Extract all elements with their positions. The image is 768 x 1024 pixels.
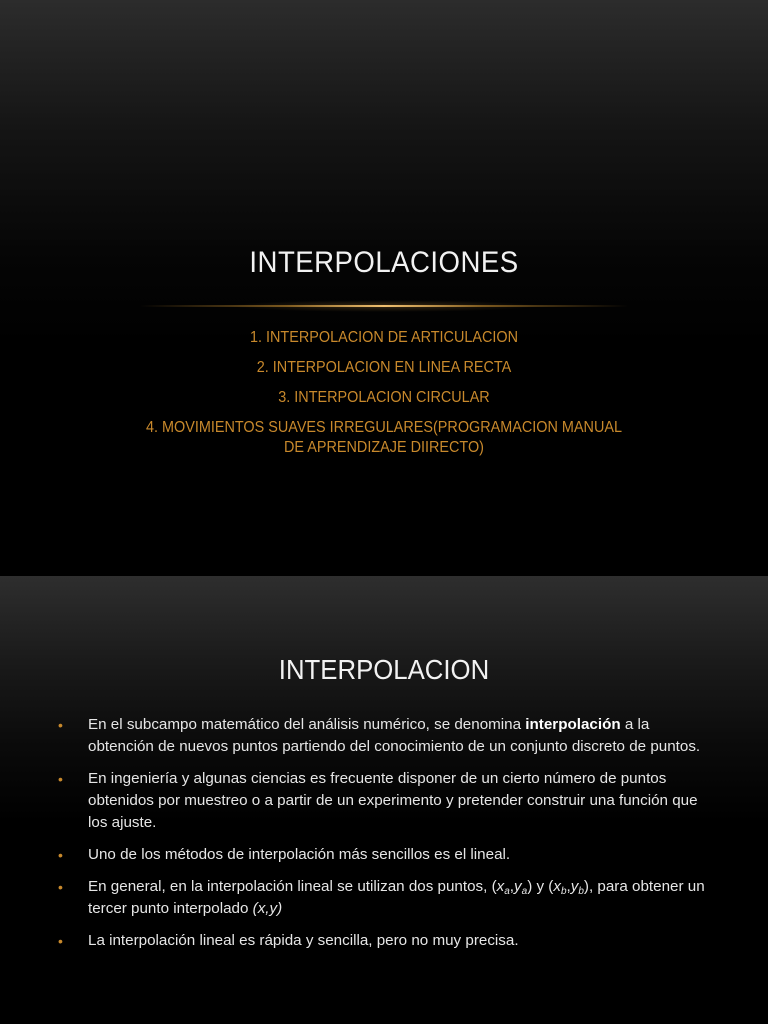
bullet-icon: • (58, 771, 63, 787)
var-x: x (496, 878, 505, 895)
toc-item (111, 418, 658, 458)
table-of-contents (111, 328, 658, 468)
slide-title: INTERPOLACION (278, 654, 490, 685)
bullet-icon: • (58, 847, 63, 863)
list-item (58, 714, 718, 758)
interpolated-point: (x,y) (252, 900, 283, 917)
slide-2 (0, 576, 768, 1024)
slide-title: INTERPOLACIONES (249, 246, 519, 279)
list-item (58, 844, 718, 866)
toc-item-line: DE APRENDIZAJE DIIRECTO) (284, 439, 484, 456)
title-divider (140, 305, 628, 307)
toc-item-line: 4. MOVIMIENTOS SUAVES IRREGULARES(PROGRAMACION MANUAL (145, 419, 623, 436)
bullet-text: Uno de los métodos de interpolación más sencillos es el lineal. (88, 846, 511, 863)
list-item (58, 768, 718, 834)
bullet-text: En ingeniería y algunas ciencias es frecuente disponer de un cierto número de puntos obtenidos por muestreo o a partir de un experimento y pretender construir una función que los ajuste. (88, 770, 698, 831)
bullet-icon: • (58, 879, 63, 895)
bullet-text: y (532, 878, 549, 895)
bold-term: interpolación (525, 716, 621, 733)
paren: ) (527, 878, 533, 895)
subscript-b: b (560, 886, 567, 897)
subscript-a: a (521, 886, 528, 897)
point-b (548, 878, 589, 895)
toc-item: 1. INTERPOLACION DE ARTICULACION (249, 329, 519, 346)
subscript-a: a (504, 886, 510, 897)
bullet-text: En el subcampo matemático del análisis numérico, se denomina (88, 716, 526, 733)
subscript-b: b (578, 886, 584, 897)
var-x: x (553, 878, 561, 895)
comma: , (566, 878, 571, 895)
var-y: y (514, 878, 522, 895)
toc-item: 2. INTERPOLACION EN LINEA RECTA (256, 359, 512, 376)
var-y: y (570, 878, 579, 895)
bullet-list (58, 714, 718, 962)
paren: ( (548, 878, 554, 895)
bullet-text: , para obtener un tercer punto interpolado (88, 878, 705, 917)
paren: ) (583, 878, 589, 895)
point-a (492, 878, 533, 895)
bullet-text: La interpolación lineal es rápida y sencilla, pero no muy precisa. (88, 932, 519, 949)
list-item (58, 876, 718, 920)
toc-item: 3. INTERPOLACION CIRCULAR (278, 389, 490, 406)
paren: ( (491, 878, 497, 895)
list-item (58, 930, 718, 952)
bullet-text: En general, en la interpolación lineal se utilizan dos puntos, (88, 878, 492, 895)
bullet-icon: • (58, 717, 63, 733)
bullet-text: a la obtención de nuevos puntos partiendo del conocimiento de un conjunto discreto de puntos. (88, 716, 701, 755)
bullet-icon: • (58, 933, 63, 949)
comma: , (509, 878, 515, 895)
